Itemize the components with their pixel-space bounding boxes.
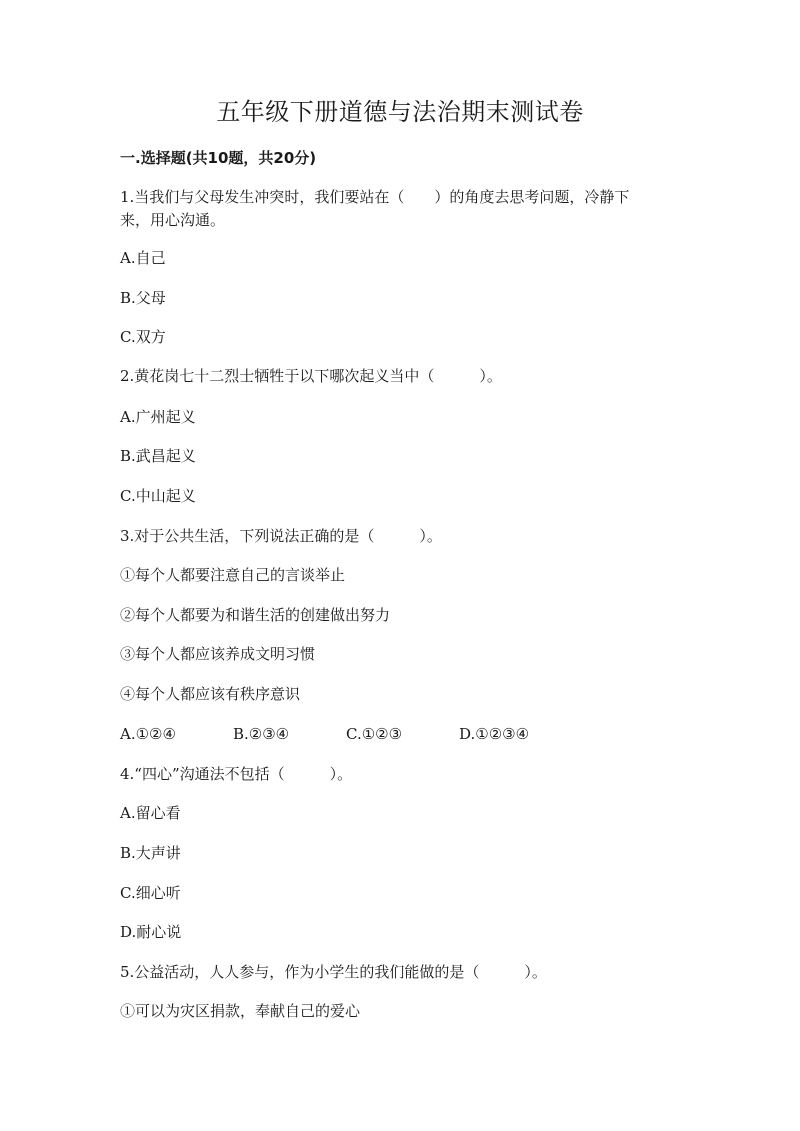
page-title: 五年级下册道德与法治期末测试卷	[216, 98, 584, 126]
question-1-option-c: C.双方	[120, 328, 166, 346]
question-1-option-a: A.自己	[120, 249, 166, 267]
question-3-option-d: D.①②③④	[459, 725, 530, 743]
question-3-statement-3: ③每个人都应该养成文明习惯	[120, 645, 316, 663]
question-4-option-c: C.细心听	[120, 884, 181, 902]
question-3-statement-1: ①每个人都要注意自己的言谈举止	[120, 566, 346, 584]
question-4-option-b: B.大声讲	[120, 844, 181, 862]
question-5-stem: 5.公益活动，人人参与，作为小学生的我们能做的是（ ）。	[120, 963, 547, 981]
question-3-statement-4: ④每个人都应该有秩序意识	[120, 685, 301, 703]
section-heading: 一.选择题(共10题，共20分)	[120, 149, 317, 167]
question-2-option-b: B.武昌起义	[120, 447, 196, 465]
question-2-stem: 2.黄花岗七十二烈士牺牲于以下哪次起义当中（ ）。	[120, 367, 502, 385]
question-3-option-b: B.②③④	[233, 725, 290, 743]
question-4-option-a: A.留心看	[120, 804, 181, 822]
question-1-option-b: B.父母	[120, 289, 166, 307]
question-4-option-d: D.耐心说	[120, 923, 182, 941]
question-3-option-a: A.①②④	[120, 725, 176, 743]
question-3-stem: 3.对于公共生活，下列说法正确的是（ ）。	[120, 527, 442, 545]
question-2-option-c: C.中山起义	[120, 487, 196, 505]
question-4-stem: 4.“四心”沟通法不包括（ ）。	[120, 765, 353, 783]
question-1-stem-line-1: 1.当我们与父母发生冲突时，我们要站在（ ）的角度去思考问题，冷静下	[120, 188, 630, 206]
question-3-option-c: C.①②③	[346, 725, 403, 743]
question-5-statement-1: ①可以为灾区捐款，奉献自己的爱心	[120, 1002, 361, 1020]
question-3-options	[120, 722, 680, 746]
question-1-stem-line-2: 来，用心沟通。	[120, 211, 226, 229]
question-3-statement-2: ②每个人都要为和谐生活的创建做出努力	[120, 606, 391, 624]
question-2-option-a: A.广州起义	[120, 408, 196, 426]
